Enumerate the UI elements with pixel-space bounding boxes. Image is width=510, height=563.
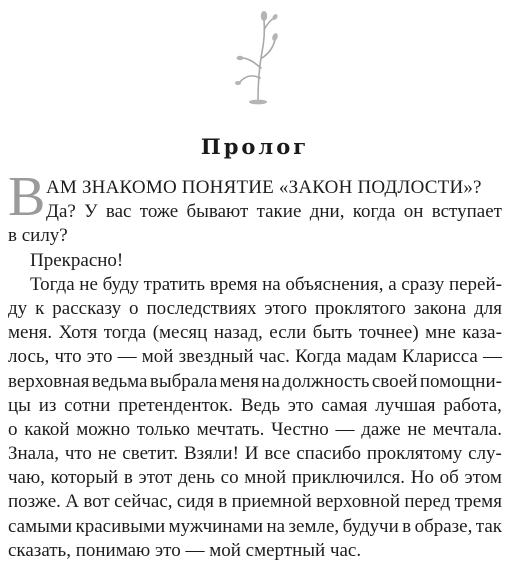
text-line: Да? У вас тоже бывают такие дни, когда он вступает (46, 201, 502, 223)
text-line: чаю, который в этот день со мной приключился. Но об этом (8, 467, 502, 489)
chapter-title: Пролог (200, 134, 310, 159)
text-line: меня. Хотя тогда (месяц назад, если быть точнее) мне каза- (8, 322, 502, 344)
text-line: о какой можно только мечтать. Честно — даже не мечтала. (8, 418, 502, 440)
text-line: Знала, что не светит. Взяли! И все спасибо проклятому слу- (8, 443, 502, 465)
text-line: в силу? (8, 225, 68, 247)
chapter-text (8, 166, 502, 563)
text-line: сказать, понимаю это — мой смертный час. (8, 539, 362, 561)
text-line: Тогда не буду тратить время на объяснения, а сразу перей- (30, 273, 502, 295)
text-line: цы из сотни претенденток. Ведь это самая лучшая работа, (8, 394, 502, 416)
text-line: верховная ведьма выбрала меня на должность своей помощни- (8, 370, 502, 392)
text-line: Прекрасно! (30, 249, 124, 271)
drop-cap: В (8, 166, 46, 228)
text-line: лось, что это — мой звездный час. Когда мадам Кларисса — (8, 346, 502, 368)
text-line: АМ ЗНАКОМО ПОНЯТИЕ «ЗАКОН ПОДЛОСТИ»? (46, 177, 482, 198)
text-line: позже. А вот сейчас, сидя в приемной верховной перед тремя (8, 491, 502, 513)
floral-ornament-icon (218, 6, 298, 106)
text-line: ду к рассказу о последствиях этого проклятого закона для (8, 297, 502, 319)
text-line: самыми красивыми мужчинами на земле, будучи в образе, так (8, 515, 502, 537)
